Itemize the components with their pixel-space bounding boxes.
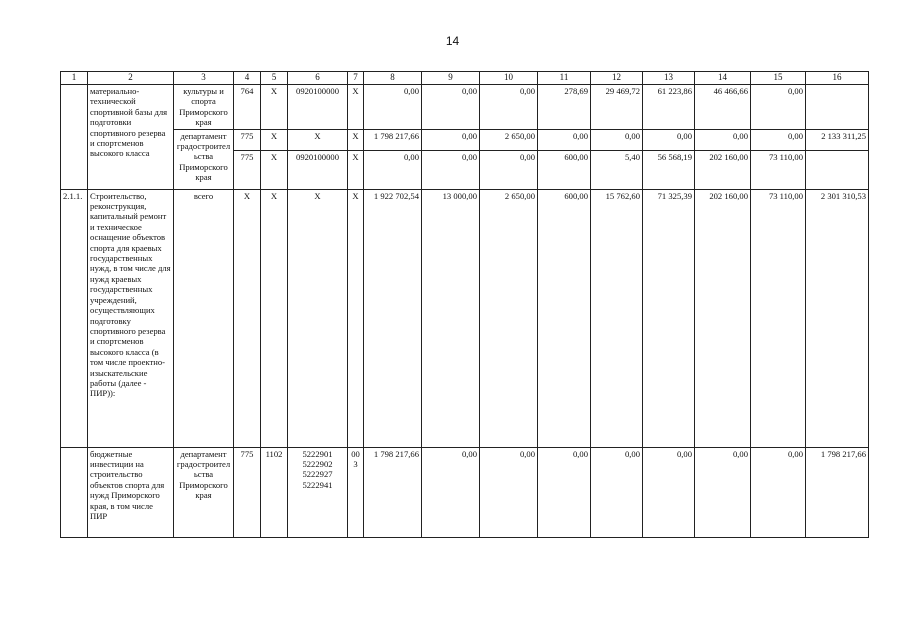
value-cell: 0,00 [643, 129, 695, 150]
value-cell: 0,00 [751, 85, 806, 130]
value-cell: 0920100000 [288, 85, 348, 130]
value-cell: 764 [234, 85, 261, 130]
value-cell: 1102 [261, 447, 288, 537]
value-cell: 56 568,19 [643, 150, 695, 189]
value-cell: X [348, 85, 364, 130]
value-cell: 775 [234, 447, 261, 537]
item-name-cell: материально-технической спортивной базы для подготовки спортивного резерва и спортсменов высокого класса [88, 85, 174, 190]
value-cell: 600,00 [538, 189, 591, 447]
value-cell [806, 150, 869, 189]
value-cell: 2 133 311,25 [806, 129, 869, 150]
table-row [61, 129, 869, 150]
value-cell: 2 301 310,53 [806, 189, 869, 447]
value-cell: 15 762,60 [591, 189, 643, 447]
table-row [61, 85, 869, 130]
header-cell: 6 [288, 72, 348, 85]
target-article-code: 5222941 [302, 479, 333, 490]
value-cell: X [288, 189, 348, 447]
value-cell: 0,00 [591, 447, 643, 537]
executor-cell: департамент градостроительства Приморского края [174, 447, 234, 537]
value-cell: 61 223,86 [643, 85, 695, 130]
item-name-cell: Строительство, реконструкция, капитальный ремонт и техническое оснащение объектов спорта для краевых государственных нужд, в том числе для нужд краевых государственных учреждений, осуществляющих подготовку спортивного резерва и спортсменов высокого класса (в том числе проектно-изыскательские работы (далее - ПИР)): [88, 189, 174, 447]
value-cell: 0,00 [751, 447, 806, 537]
value-cell: 0,00 [480, 447, 538, 537]
header-cell: 10 [480, 72, 538, 85]
value-cell: X [234, 189, 261, 447]
header-cell: 2 [88, 72, 174, 85]
item-number-cell [61, 85, 88, 190]
target-article-code: 5222901 [302, 448, 333, 459]
page-number: 14 [445, 34, 460, 48]
value-cell: X [348, 129, 364, 150]
value-cell: X [348, 189, 364, 447]
target-article-code: 5222927 [302, 469, 333, 480]
value-cell: X [261, 150, 288, 189]
item-number-cell [61, 447, 88, 537]
value-cell: X [348, 150, 364, 189]
header-cell: 1 [61, 72, 88, 85]
value-cell: 73 110,00 [751, 150, 806, 189]
target-article-code: 5222902 [302, 459, 333, 470]
value-cell: X [261, 129, 288, 150]
target-article-cell [288, 447, 348, 537]
value-cell: 0,00 [480, 150, 538, 189]
header-cell: 15 [751, 72, 806, 85]
value-cell: 0,00 [591, 129, 643, 150]
header-cell: 9 [422, 72, 480, 85]
value-cell: X [261, 189, 288, 447]
value-cell: 0,00 [422, 150, 480, 189]
header-row [61, 72, 869, 85]
value-cell: X [261, 85, 288, 130]
header-cell: 7 [348, 72, 364, 85]
value-cell [806, 85, 869, 130]
value-cell: 0,00 [751, 129, 806, 150]
value-cell: 5,40 [591, 150, 643, 189]
value-cell: 202 160,00 [695, 150, 751, 189]
value-cell: 600,00 [538, 150, 591, 189]
header-cell: 12 [591, 72, 643, 85]
value-cell: 46 466,66 [695, 85, 751, 130]
header-cell: 14 [695, 72, 751, 85]
value-cell: 1 798 217,66 [364, 447, 422, 537]
value-cell: 0,00 [422, 447, 480, 537]
value-cell: 29 469,72 [591, 85, 643, 130]
value-cell: 0,00 [695, 447, 751, 537]
value-cell: 202 160,00 [695, 189, 751, 447]
value-cell: 0,00 [538, 129, 591, 150]
value-cell: 003 [348, 447, 364, 537]
value-cell: X [288, 129, 348, 150]
value-cell: 71 325,39 [643, 189, 695, 447]
header-cell: 5 [261, 72, 288, 85]
value-cell: 0,00 [422, 129, 480, 150]
value-cell: 0,00 [480, 85, 538, 130]
value-cell: 0,00 [422, 85, 480, 130]
value-cell: 0,00 [538, 447, 591, 537]
value-cell: 1 798 217,66 [806, 447, 869, 537]
header-cell: 3 [174, 72, 234, 85]
value-cell: 73 110,00 [751, 189, 806, 447]
header-cell: 11 [538, 72, 591, 85]
budget-table [60, 71, 869, 538]
value-cell: 775 [234, 150, 261, 189]
value-cell: 2 650,00 [480, 129, 538, 150]
table-row [61, 447, 869, 537]
value-cell: 0,00 [364, 85, 422, 130]
value-cell: 278,69 [538, 85, 591, 130]
executor-cell: департамент градостроительства Приморского края [174, 129, 234, 189]
item-name-cell: бюджетные инвестиции на строительство объектов спорта для нужд Приморского края, в том числе ПИР [88, 447, 174, 537]
value-cell: 1 922 702,54 [364, 189, 422, 447]
header-cell: 4 [234, 72, 261, 85]
value-cell: 0,00 [364, 150, 422, 189]
value-cell: 0,00 [695, 129, 751, 150]
value-cell: 1 798 217,66 [364, 129, 422, 150]
value-cell: 0,00 [643, 447, 695, 537]
header-cell: 16 [806, 72, 869, 85]
value-cell: 2 650,00 [480, 189, 538, 447]
value-cell: 0920100000 [288, 150, 348, 189]
value-cell: 775 [234, 129, 261, 150]
executor-cell: культуры и спорта Приморского края [174, 85, 234, 130]
header-cell: 13 [643, 72, 695, 85]
value-cell: 13 000,00 [422, 189, 480, 447]
item-number-cell: 2.1.1. [61, 189, 88, 447]
executor-cell: всего [174, 189, 234, 447]
header-cell: 8 [364, 72, 422, 85]
table-row [61, 189, 869, 447]
